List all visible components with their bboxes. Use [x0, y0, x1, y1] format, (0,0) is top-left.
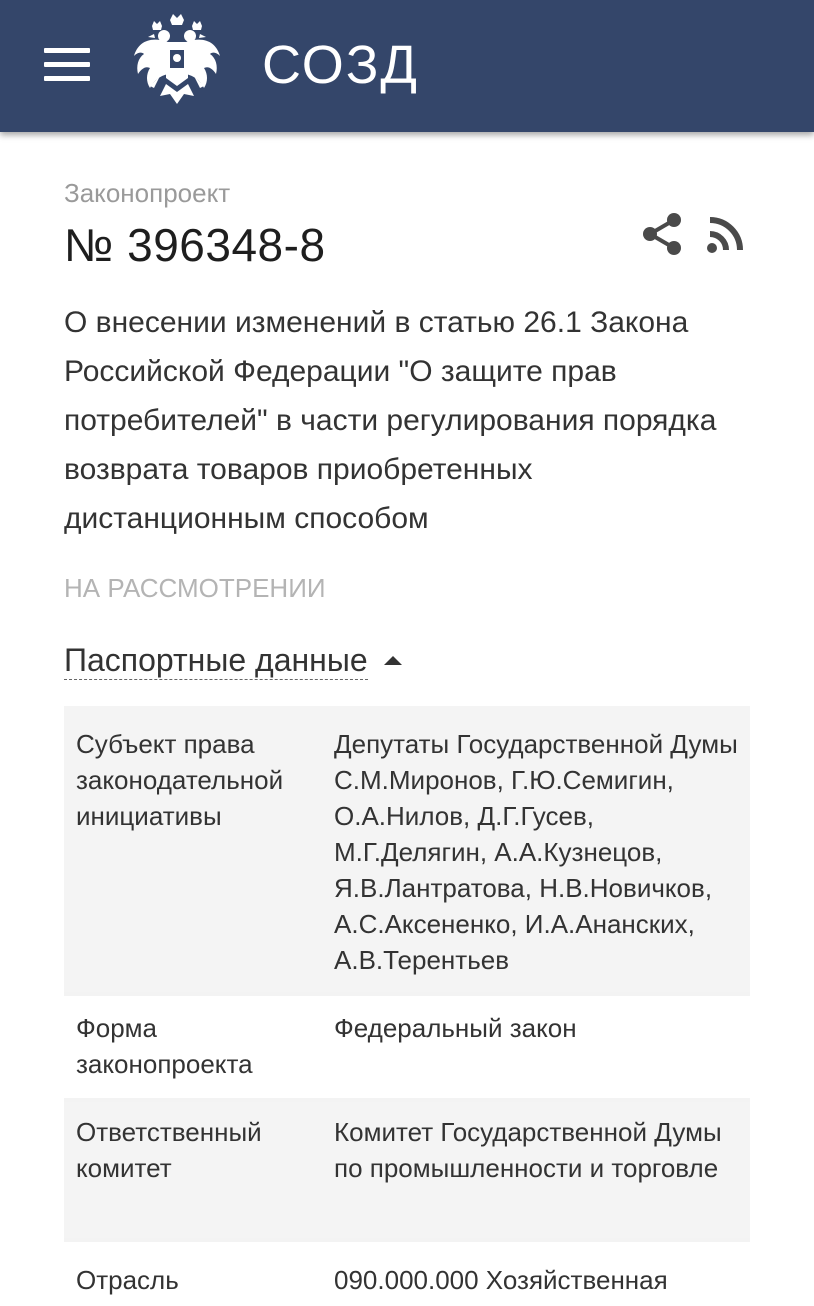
rss-icon[interactable] — [704, 212, 748, 256]
coat-of-arms-icon — [130, 12, 224, 112]
row-value: 090.000.000 Хозяйственная — [334, 1265, 668, 1295]
row-key: Форма законопроекта — [76, 1013, 253, 1079]
row-value: Комитет Государственной Думы по промышленности и торговле — [334, 1117, 722, 1183]
table-row — [64, 1242, 750, 1306]
row-value: Федеральный закон — [334, 1013, 577, 1043]
bill-title: О внесении изменений в статью 26.1 Закона Российской Федерации "О защите прав потребителей" в части регулирования порядка возврата товаров приобретенных дистанционным способом — [64, 306, 717, 535]
top-app-bar — [0, 0, 814, 132]
document-type-label: Законопроект — [64, 178, 231, 208]
row-key: Субъект права законодательной инициативы — [76, 729, 284, 831]
status-label: НА РАССМОТРЕНИИ — [64, 573, 326, 603]
table-row — [64, 1102, 750, 1238]
row-value: Депутаты Государственной Думы С.М.Миронов, Г.Ю.Семигин, О.А.Нилов, Д.Г.Гусев, М.Г.Делягин, А.А.Кузнецов, Я.В.Лантратова, Н.В.Новичков, А.С.Аксененко, И.А.Ананских, А.В.Терентьев — [334, 729, 738, 975]
passport-data-label: Паспортные данные — [64, 642, 368, 678]
hamburger-line — [44, 62, 90, 67]
passport-data-toggle[interactable] — [64, 638, 402, 682]
table-row — [64, 706, 750, 992]
passport-table — [64, 706, 750, 1306]
caret-up-icon — [384, 656, 402, 665]
row-key: Отрасль — [76, 1265, 179, 1295]
hamburger-line — [44, 76, 90, 81]
app-title: СОЗД — [262, 35, 420, 95]
share-icon[interactable] — [638, 210, 686, 258]
hamburger-menu-icon — [44, 48, 90, 53]
row-key: Ответственный комитет — [76, 1117, 262, 1183]
bill-number: № 396348-8 — [64, 219, 326, 271]
menu-button[interactable] — [40, 44, 92, 84]
table-row — [64, 996, 750, 1098]
